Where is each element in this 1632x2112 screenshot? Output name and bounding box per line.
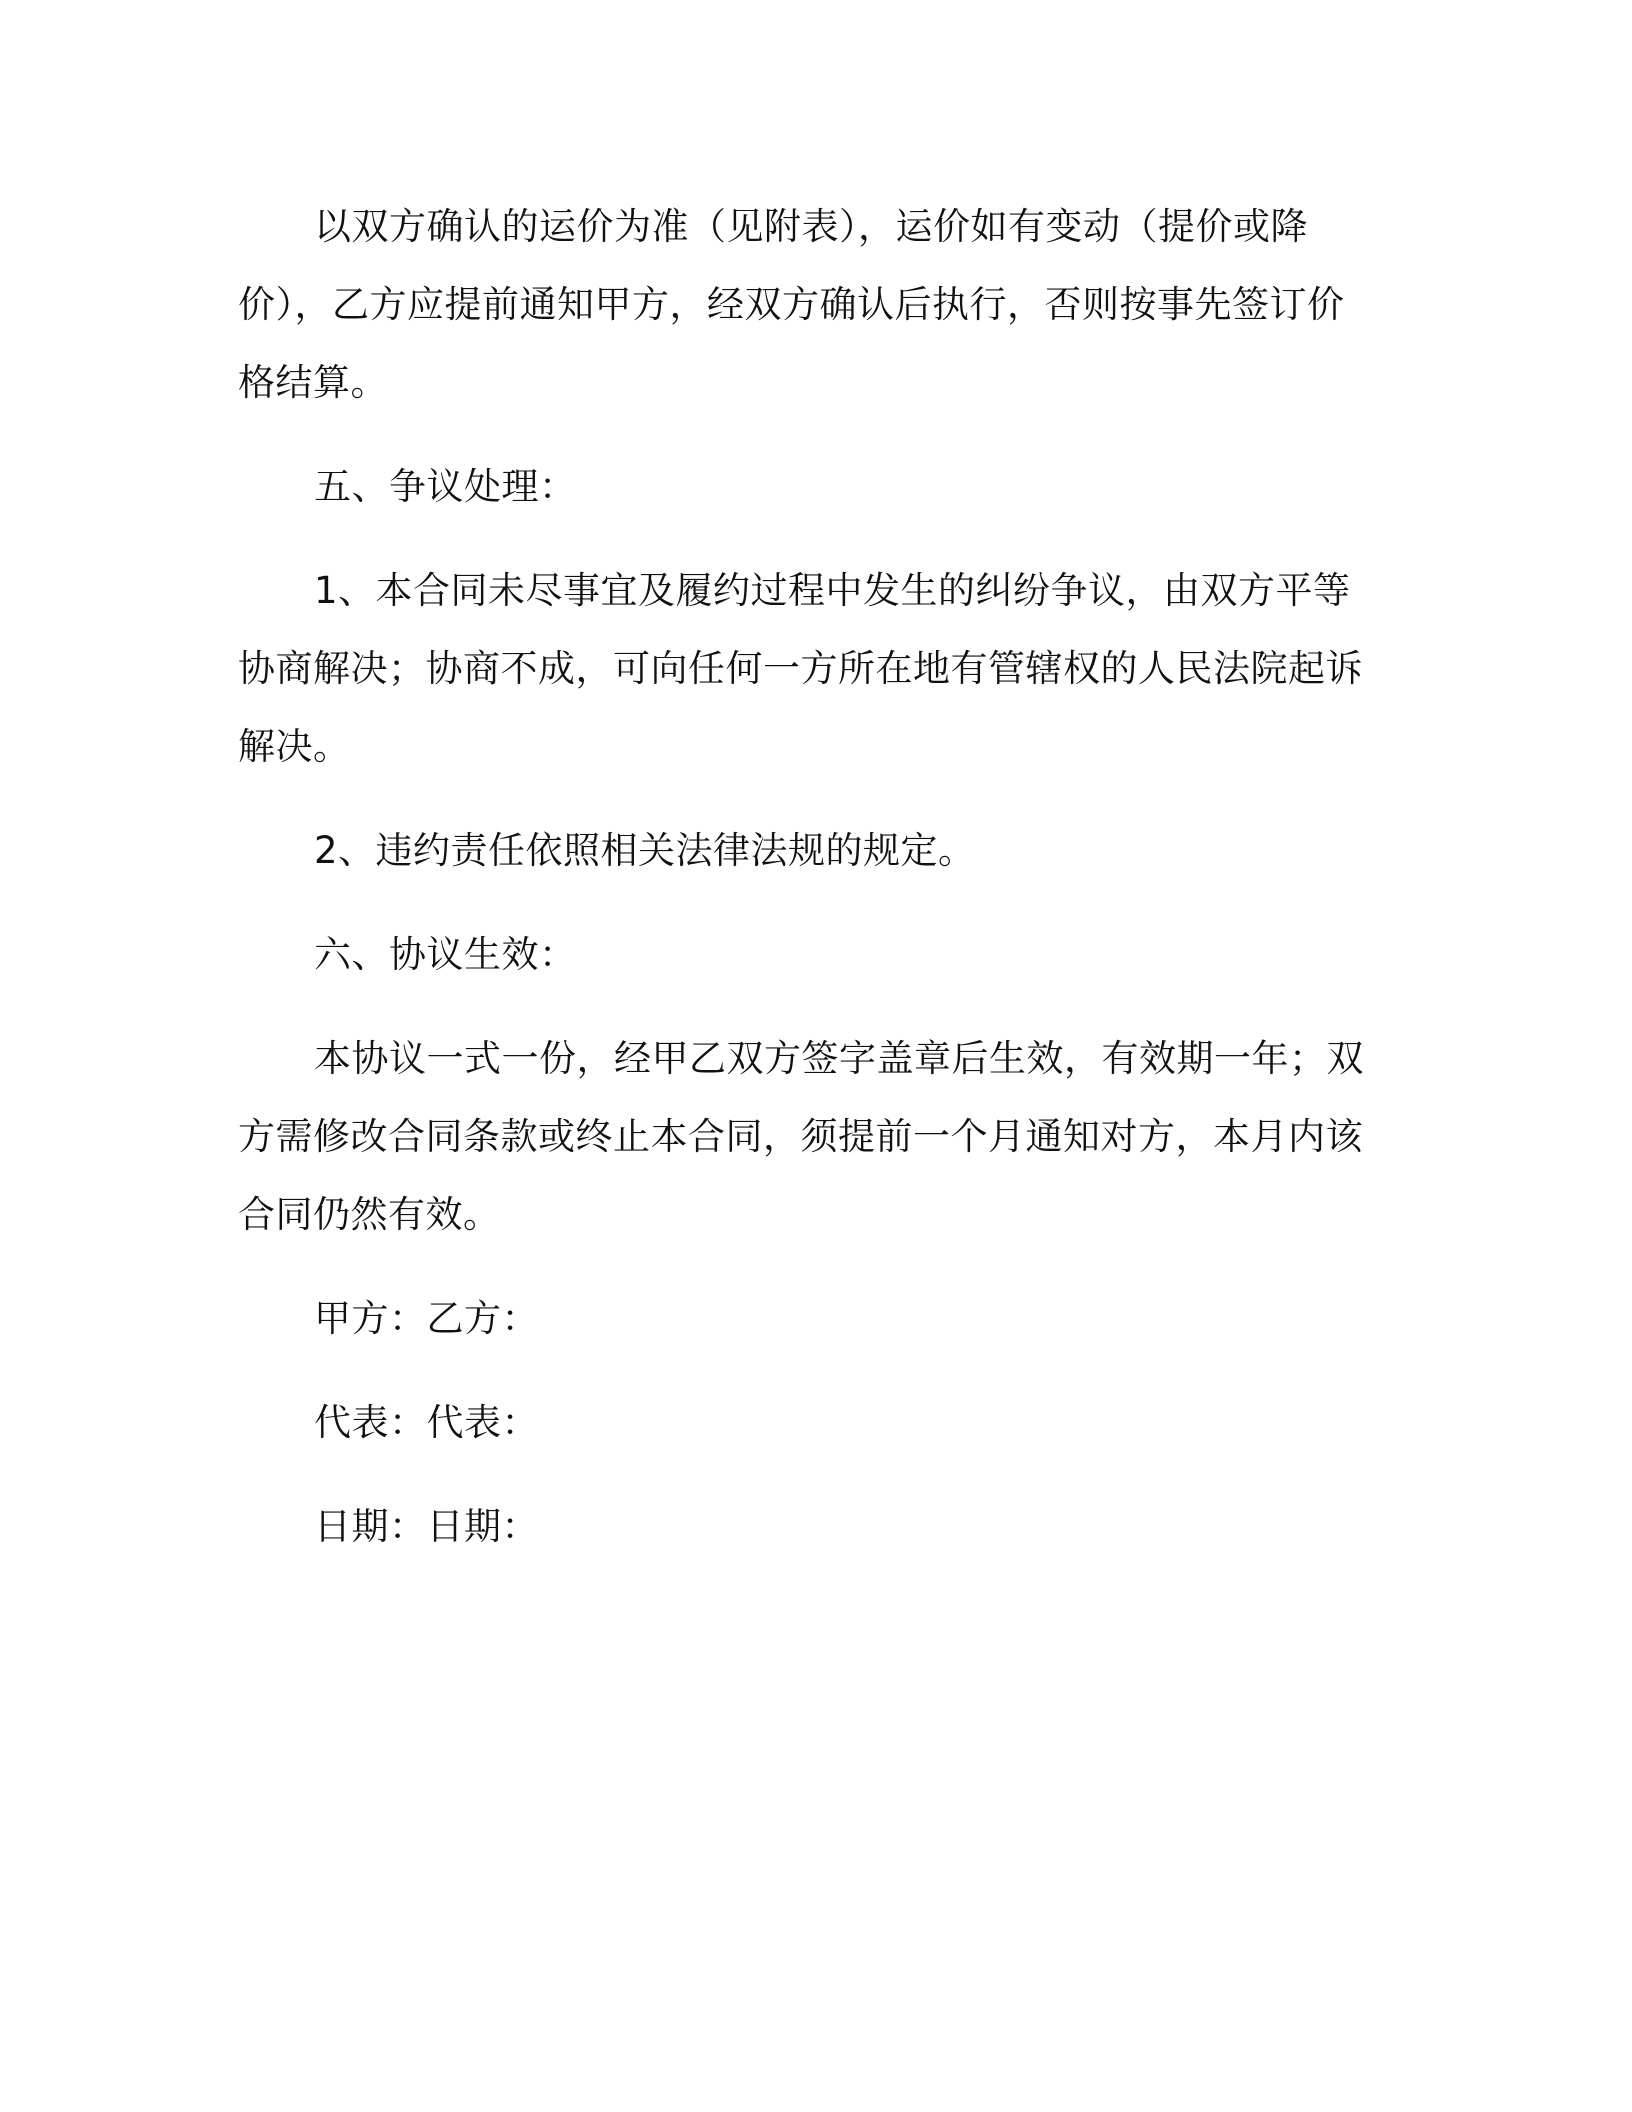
section-5-item-1: 1、本合同未尽事宜及履约过程中发生的纠纷争议，由双方平等协商解决；协商不成，可向任何一方所在地有管辖权的人民法院起诉解决。	[238, 569, 1363, 768]
section-5-heading: 五、争议处理：	[314, 465, 577, 508]
signature-dates-line: 日期：日期：	[314, 1505, 539, 1548]
section-6-body: 本协议一式一份，经甲乙双方签字盖章后生效，有效期一年；双方需修改合同条款或终止本合同，须提前一个月通知对方，本月内该合同仍然有效。	[238, 1037, 1364, 1236]
signature-representatives-line: 代表：代表：	[314, 1401, 539, 1444]
section-6-heading: 六、协议生效：	[314, 933, 577, 976]
pricing-terms-paragraph: 以双方确认的运价为准（见附表），运价如有变动（提价或降价），乙方应提前通知甲方，经双方确认后执行，否则按事先签订价格结算。	[238, 205, 1345, 404]
section-5-item-2: 2、违约责任依照相关法律法规的规定。	[314, 829, 976, 872]
document-body	[238, 188, 1378, 1592]
signature-parties-line: 甲方：乙方：	[314, 1297, 539, 1340]
